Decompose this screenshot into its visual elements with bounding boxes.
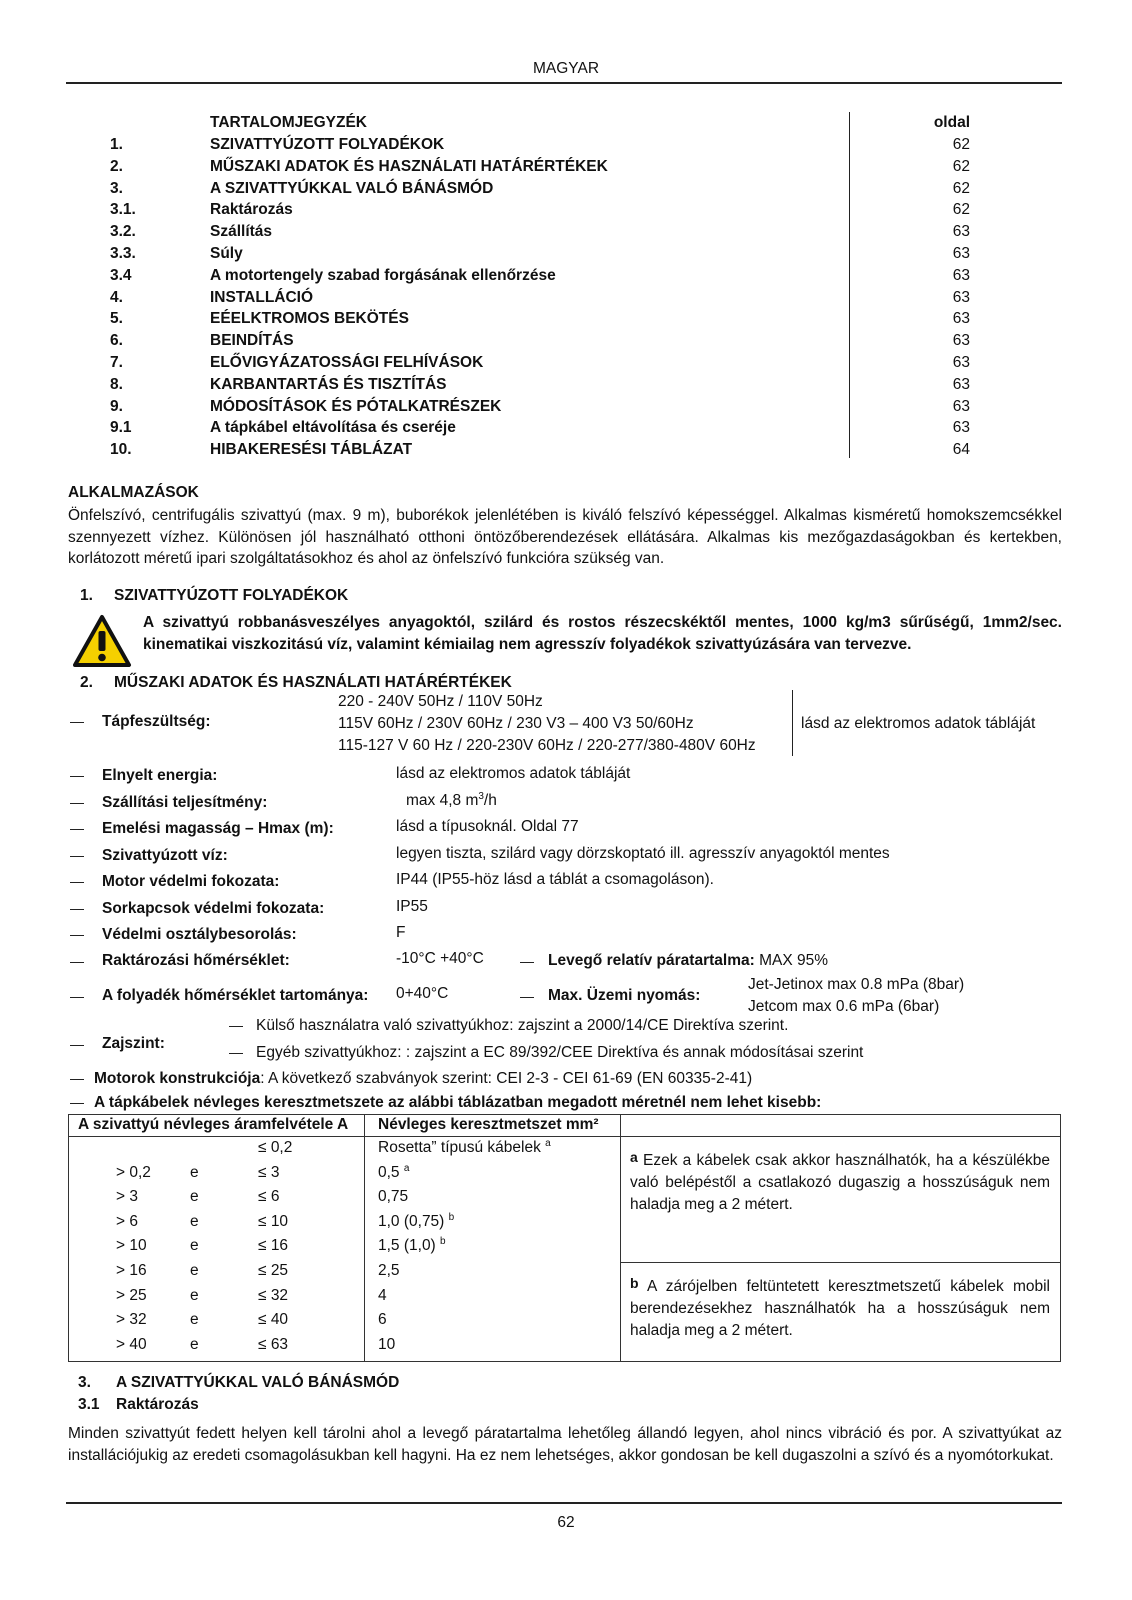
current-from: > 40	[116, 1335, 147, 1353]
header-rule	[66, 82, 1062, 84]
toc-entry-page: 63	[952, 310, 970, 328]
spec-label: Elnyelt energia:	[102, 767, 218, 784]
liquid-temp-value: 0+40°C	[396, 985, 449, 1002]
toc-entry-page: 63	[952, 419, 970, 437]
noise-label: Zajszint:	[102, 1035, 165, 1052]
current-to: ≤ 3	[258, 1163, 280, 1181]
current-and: e	[190, 1311, 199, 1329]
current-to: ≤ 25	[258, 1262, 289, 1279]
toc-entry-number: 3.2.	[110, 223, 136, 241]
dash-bullet	[70, 803, 84, 804]
section3-1-number: 3.1	[78, 1396, 100, 1413]
toc-entry-number: 7.	[110, 354, 123, 371]
current-to: ≤ 16	[258, 1237, 289, 1255]
storage-temp-value: -10°C +40°C	[396, 950, 484, 967]
toc-entry	[0, 245, 1132, 267]
spec-value: legyen tiszta, szilárd vagy dörzskoptató ill. agresszív anyagoktól mentes	[396, 844, 890, 862]
dash-bullet	[520, 997, 534, 998]
toc-separator	[849, 112, 850, 458]
cross-section-text: 0,5	[378, 1163, 400, 1181]
supply-voltage-label: Tápfeszültség:	[102, 713, 211, 730]
dash-bullet	[70, 829, 84, 830]
toc-entry-number: 9.1	[110, 419, 132, 437]
toc-entry-page: 62	[952, 157, 970, 175]
spec-label: Védelmi osztálybesorolás:	[102, 926, 297, 943]
toc-entry-number: 5.	[110, 310, 123, 328]
current-to: ≤ 0,2	[258, 1139, 293, 1156]
dash-bullet	[70, 962, 84, 963]
spec-value-text: max 4,8 m	[406, 791, 479, 809]
toc-entry-number: 3.1.	[110, 201, 136, 219]
noise-line-1: Külső használatra való szivattyúkhoz: zajszint a 2000/14/CE Direktíva szerint.	[256, 1017, 789, 1034]
toc-entry-page: 63	[952, 245, 970, 262]
toc-entry-title: Súly	[210, 245, 243, 262]
storage-temp-label: Raktározási hőmérséklet:	[102, 952, 290, 969]
toc-entry-number: 3.	[110, 179, 123, 197]
page-language-header: MAGYAR	[532, 60, 600, 77]
dash-bullet	[70, 935, 84, 936]
current-from: > 6	[116, 1212, 138, 1230]
current-and: e	[190, 1237, 199, 1255]
dash-bullet	[520, 962, 534, 963]
current-from: > 25	[116, 1286, 147, 1304]
applications-text: Önfelszívó, centrifugális szivattyú (max. 9 m), buborékok jelenlétében is kiváló felszívó képességgel. Alkalmas kisméretű homokszemcsékkel szennyezett vízhez. Különösen jól használható otthoni öntözőberendezések ellátására. Alkalmas kis mezőgazdaságokban és kertekben, korlátozott méretű ipari szolgáltatásokhoz és ahol az önfelszívó funkcióra szükség van.	[68, 507, 1062, 567]
toc-entry-title: EÉELKTROMOS BEKÖTÉS	[210, 310, 409, 328]
toc-entry-number: 2.	[110, 157, 123, 175]
toc-heading: TARTALOMJEGYZÉK	[210, 114, 368, 131]
toc-entry	[0, 332, 1132, 354]
toc-entry-number: 3.3.	[110, 245, 136, 262]
pressure-label: Max. Üzemi nyomás:	[548, 987, 701, 1004]
cross-section-text: 0,75	[378, 1188, 409, 1206]
section3-number: 3.	[78, 1374, 91, 1391]
dash-bullet	[70, 1045, 84, 1046]
spec-label: Szállítási teljesítmény:	[102, 793, 268, 811]
toc-entry-page: 63	[952, 332, 970, 350]
spec-label: Motor védelmi fokozata:	[102, 873, 280, 890]
current-to: ≤ 63	[258, 1335, 289, 1353]
spec-label: Sorkapcsok védelmi fokozata:	[102, 899, 325, 917]
section1-number: 1.	[80, 587, 93, 604]
cross-section-note: b	[448, 1211, 455, 1223]
toc-entry-title: A tápkábel eltávolítása és cseréje	[210, 419, 456, 437]
spec-value: F	[396, 924, 406, 941]
toc-entry-page: 62	[952, 136, 970, 153]
humidity-label: Levegő relatív páratartalma:	[548, 952, 755, 969]
cross-section-text: Rosetta” típusú kábelek	[378, 1139, 541, 1156]
toc-entry-title: A motortengely szabad forgásának ellenőrzése	[210, 266, 556, 284]
toc-entry-title: Szállítás	[210, 223, 273, 241]
current-and: e	[190, 1163, 199, 1181]
current-and: e	[190, 1335, 199, 1353]
toc-entry-number: 8.	[110, 375, 123, 393]
supply-line-2: 115V 60Hz / 230V 60Hz / 230 V3 – 400 V3 50/60Hz	[338, 715, 694, 732]
cross-section-text: 2,5	[378, 1262, 400, 1279]
spec-label: Emelési magasság – Hmax (m):	[102, 820, 334, 837]
applications-heading: ALKALMAZÁSOK	[68, 484, 199, 501]
liquid-temp-label: A folyadék hőmérséklet tartománya:	[102, 987, 369, 1004]
supply-line-3: 115-127 V 60 Hz / 220-230V 60Hz / 220-277/380-480V 60Hz	[338, 737, 756, 754]
current-from: > 32	[116, 1311, 147, 1329]
humidity-line	[548, 952, 828, 970]
current-and: e	[190, 1212, 199, 1230]
section1-heading: SZIVATTYÚZOTT FOLYADÉKOK	[114, 587, 349, 604]
humidity-value: MAX 95%	[759, 952, 828, 969]
current-to: ≤ 10	[258, 1212, 289, 1230]
cable-note-b	[630, 1272, 1050, 1342]
current-and: e	[190, 1188, 199, 1206]
spec-value: IP44 (IP55-höz lásd a táblát a csomagoláson).	[396, 871, 714, 888]
toc-entry-number: 9.	[110, 397, 123, 415]
section3-1-heading: Raktározás	[116, 1396, 199, 1413]
toc-entry-number: 6.	[110, 332, 123, 350]
cross-section-value	[378, 1311, 387, 1329]
current-from: > 3	[116, 1188, 138, 1206]
toc-entry	[0, 376, 1132, 398]
spec-value: lásd az elektromos adatok tábláját	[396, 765, 631, 782]
toc-entry-title: SZIVATTYÚZOTT FOLYADÉKOK	[210, 136, 445, 153]
toc-entry-title: MÓDOSÍTÁSOK ÉS PÓTALKATRÉSZEK	[210, 397, 502, 415]
cross-section-value	[378, 1287, 387, 1305]
storage-text: Minden szivattyút fedett helyen kell tárolni ahol a levegő páratartalma lehetőleg állandó legyen, ahol nincs vibráció és por. A szivattyúkat az installációjukig az eredeti csomagolásukban kell hagyni. Ha ez nem lehetséges, akkor gondosan be kell dugaszolni a szívó és a nyomótorkukat.	[68, 1425, 1062, 1464]
dash-bullet	[70, 722, 84, 723]
current-from: > 0,2	[116, 1163, 151, 1181]
current-and: e	[190, 1286, 199, 1304]
toc-entry-number: 3.4	[110, 266, 132, 284]
page-number: 62	[557, 1514, 575, 1531]
toc-entry	[0, 267, 1132, 289]
footer-rule	[66, 1502, 1062, 1504]
cross-section-value	[378, 1164, 409, 1182]
cross-section-value	[378, 1336, 395, 1354]
dash-bullet	[70, 1103, 84, 1104]
toc-entry-page: 63	[952, 266, 970, 284]
cable-table-col2-header: Névleges keresztmetszet mm²	[378, 1116, 599, 1133]
noise-line-2: Egyéb szivattyúkhoz: : zajszint a EC 89/392/CEE Direktíva és annak módosításai szerint	[256, 1044, 864, 1061]
dash-bullet	[70, 997, 84, 998]
current-to: ≤ 40	[258, 1311, 289, 1329]
toc-entry-page: 63	[952, 397, 970, 415]
dash-bullet	[70, 882, 84, 883]
spec-value-end: /h	[483, 791, 497, 809]
toc-page-heading: oldal	[933, 114, 970, 131]
cross-section-value	[378, 1262, 400, 1280]
spec-value: IP55	[396, 897, 428, 915]
spec-value: lásd a típusoknál. Oldal 77	[396, 818, 579, 835]
dash-bullet	[70, 776, 84, 777]
dash-bullet	[229, 1026, 243, 1027]
cross-section-note: a	[545, 1137, 551, 1149]
cross-section-value	[378, 1188, 408, 1206]
motor-construction-label: Motorok konstrukciója	[94, 1070, 261, 1087]
spec-label: Szivattyúzott víz:	[102, 846, 228, 864]
section1-warning-text: A szivattyú robbanásveszélyes anyagoktól, szilárd és rostos részecskéktől mentes, 1000 kg/m3 sűrűségű, 1mm2/sec. kinematikai viszkozitású víz, valamint kémiailag nem agresszív folyadékok szivattyúzására van tervezve.	[143, 614, 1062, 653]
toc-entry-title: KARBANTARTÁS ÉS TISZTÍTÁS	[210, 375, 447, 393]
cross-section-value	[378, 1139, 551, 1157]
toc-entry-number: 4.	[110, 288, 123, 306]
cross-section-text: 1,5 (1,0)	[378, 1237, 436, 1255]
cable-section-heading: A tápkábelek névleges keresztmetszete az alábbi táblázatban megadott méretnél nem lehet kisebb:	[94, 1094, 822, 1111]
note-a-text: Ezek a kábelek csak akkor használhatók, ha a készülékbe való belépéstől a csatlakozó dugaszig a hosszúságuk nem haladja meg a 2 métert.	[630, 1152, 1050, 1213]
toc-entry	[0, 201, 1132, 223]
warning-triangle-icon	[72, 614, 132, 668]
section2-number: 2.	[80, 674, 93, 691]
toc-entry	[0, 223, 1132, 245]
dash-bullet	[70, 1079, 84, 1080]
toc-header-row	[0, 114, 1132, 136]
section2-heading: MŰSZAKI ADATOK ÉS HASZNÁLATI HATÁRÉRTÉKEK	[114, 674, 512, 691]
toc-entry-page: 62	[952, 201, 970, 219]
current-from: > 16	[116, 1262, 147, 1279]
dash-bullet	[229, 1053, 243, 1054]
toc-entry-title: BEINDÍTÁS	[210, 332, 294, 350]
dash-bullet	[70, 909, 84, 910]
dash-bullet	[70, 856, 84, 857]
toc-entry	[0, 158, 1132, 180]
cross-section-value	[378, 1237, 446, 1255]
note-a-marker: a	[630, 1149, 638, 1165]
current-and: e	[190, 1262, 199, 1279]
cable-table-col1-header: A szivattyú névleges áramfelvétele A	[78, 1116, 349, 1133]
toc-entry	[0, 136, 1132, 158]
toc-entry-number: 1.	[110, 136, 123, 153]
cross-section-text: 4	[378, 1286, 387, 1304]
pressure-line-2: Jetcom max 0.6 mPa (6bar)	[748, 998, 940, 1015]
motor-construction-value: : A következő szabványok szerint: CEI 2-3 - CEI 61-69 (EN 60335-2-41)	[260, 1070, 753, 1087]
spec-value	[406, 792, 497, 810]
toc-entry-page: 63	[952, 354, 970, 371]
toc-entry-title: INSTALLÁCIÓ	[210, 288, 314, 306]
cross-section-text: 10	[378, 1335, 396, 1353]
toc-entry-page: 63	[952, 223, 970, 241]
cross-section-note: a	[403, 1162, 410, 1174]
motor-construction	[94, 1070, 752, 1088]
current-from: > 10	[116, 1237, 147, 1255]
toc-entry-number: 10.	[110, 441, 132, 459]
toc-entry-title: A SZIVATTYÚKKAL VALÓ BÁNÁSMÓD	[210, 179, 494, 197]
spec-value-sup: 3	[478, 790, 484, 802]
toc-entry-page: 64	[952, 441, 970, 459]
supply-note: lásd az elektromos adatok tábláját	[801, 715, 1036, 732]
toc-entry	[0, 398, 1132, 420]
current-to: ≤ 32	[258, 1286, 289, 1304]
toc-entry	[0, 354, 1132, 376]
current-to: ≤ 6	[258, 1188, 280, 1206]
supply-line-1: 220 - 240V 50Hz / 110V 50Hz	[338, 693, 543, 710]
cross-section-value	[378, 1213, 454, 1231]
section3-heading: A SZIVATTYÚKKAL VALÓ BÁNÁSMÓD	[116, 1374, 400, 1391]
toc-entry-title: HIBAKERESÉSI TÁBLÁZAT	[210, 441, 413, 459]
cross-section-note: b	[440, 1236, 446, 1248]
note-b-marker: b	[630, 1275, 639, 1291]
cross-section-text: 1,0 (0,75)	[378, 1212, 445, 1230]
note-b-text: A zárójelben feltüntetett keresztmetszetű kábelek mobil berendezésekhez használhatók ha a hosszúságuk nem haladja meg a 2 métert.	[630, 1278, 1051, 1339]
cross-section-text: 6	[378, 1311, 387, 1329]
toc-entry-title: Raktározás	[210, 201, 293, 219]
toc-entry-title: MŰSZAKI ADATOK ÉS HASZNÁLATI HATÁRÉRTÉKEK	[210, 157, 608, 175]
toc-entry-page: 63	[952, 288, 970, 306]
toc-entry-page: 62	[952, 179, 970, 197]
cable-note-a	[630, 1146, 1050, 1216]
toc-entry	[0, 310, 1132, 332]
supply-separator	[792, 690, 793, 756]
toc-entry	[0, 441, 1132, 463]
toc-entry-page: 63	[952, 375, 970, 393]
toc-entry	[0, 289, 1132, 311]
pressure-line-1: Jet-Jetinox max 0.8 mPa (8bar)	[748, 976, 965, 993]
toc-entry	[0, 180, 1132, 202]
toc-entry-title: ELŐVIGYÁZATOSSÁGI FELHÍVÁSOK	[210, 354, 484, 371]
toc-entry	[0, 419, 1132, 441]
